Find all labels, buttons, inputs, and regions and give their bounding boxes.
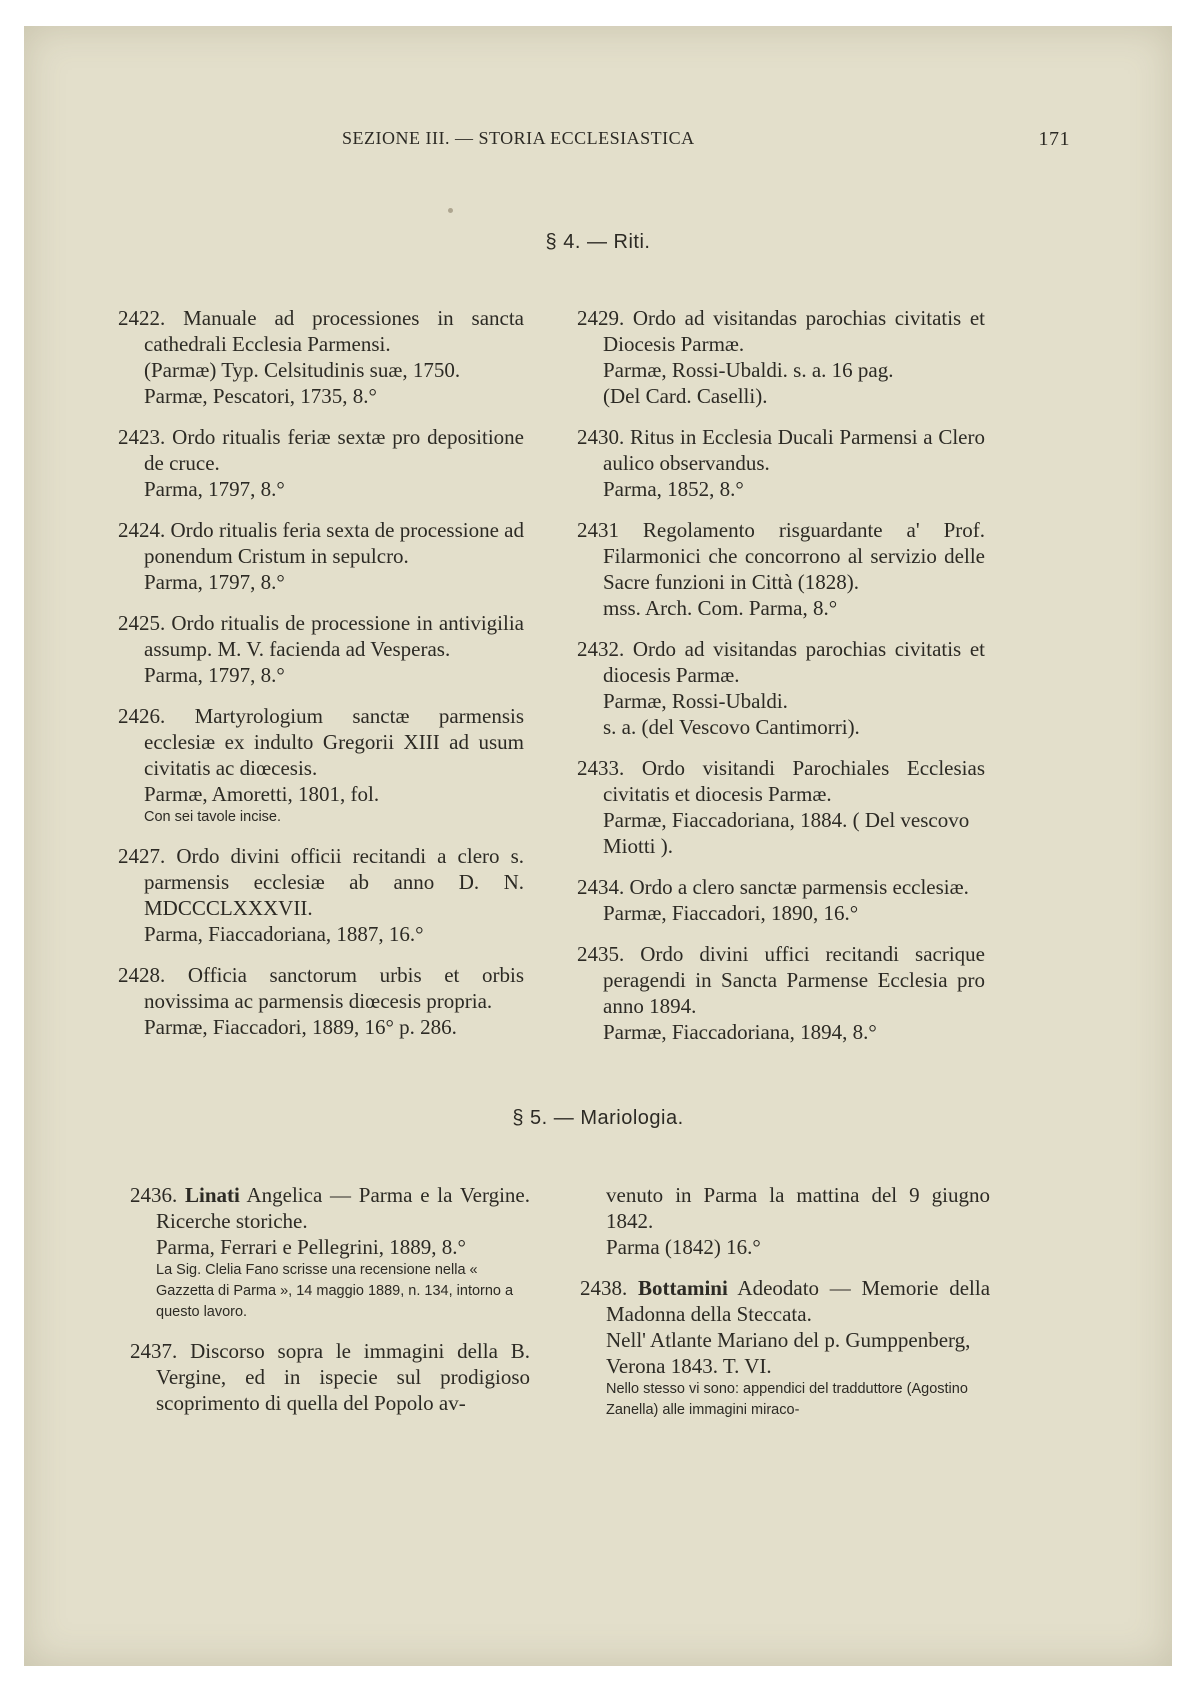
- catalog-entry: [577, 517, 985, 621]
- entry-title: 2435. Ordo divini uffici recitandi sacrique peragendi in Sancta Parmense Ecclesia pro anno 1894.: [577, 942, 985, 1018]
- entry-imprint: (Parmæ) Typ. Celsitudinis suæ, 1750.: [144, 358, 461, 382]
- entry-imprint: mss. Arch. Com. Parma, 8.°: [603, 596, 838, 620]
- entry-title: 2427. Ordo divini officii recitandi a clero s. parmensis ecclesiæ ab anno D. N. MDCCCLXXXVII.: [118, 844, 524, 920]
- entry-imprint: Nell' Atlante Mariano del p. Gumppenberg, Verona 1843. T. VI.: [606, 1328, 971, 1378]
- entry-title: 2424. Ordo ritualis feria sexta de processione ad ponendum Cristum in sepulcro.: [118, 518, 524, 568]
- entry-imprint: Parmæ, Fiaccadori, 1889, 16° p. 286.: [144, 1015, 457, 1039]
- catalog-entry: [577, 941, 985, 1045]
- entry-imprint: (Del Card. Caselli).: [603, 384, 768, 408]
- entry-title: [130, 1182, 530, 1234]
- catalog-entry: [118, 962, 524, 1040]
- entry-title: 2426. Martyrologium sanctæ parmensis ecclesiæ ex indulto Gregorii XIII ad usum civitatis ac diœcesis.: [118, 704, 524, 780]
- entry-note: Con sei tavole incise.: [144, 809, 282, 825]
- entry-author: Bottamini: [637, 1276, 728, 1300]
- entry-imprint: Parma (1842) 16.°: [606, 1235, 761, 1259]
- entry-imprint: s. a. (del Vescovo Cantimorri).: [603, 715, 860, 739]
- running-head-title: SEZIONE III. — STORIA ECCLESIASTICA: [342, 128, 695, 148]
- catalog-entry: [118, 305, 524, 409]
- catalog-entry: [130, 1338, 530, 1416]
- entry-title-text: Adeodato — Memorie della Madonna della Steccata.: [606, 1276, 991, 1326]
- catalog-entry: [580, 1182, 990, 1260]
- mariologia-left-column: [130, 1182, 530, 1431]
- catalog-entry: [577, 874, 985, 926]
- entry-title: 2432. Ordo ad visitandas parochias civitatis et diocesis Parmæ.: [577, 637, 985, 687]
- catalog-entry: [577, 636, 985, 740]
- entry-imprint: Parmæ, Fiaccadori, 1890, 16.°: [603, 901, 859, 925]
- entry-title: venuto in Parma la mattina del 9 giugno 1842.: [606, 1183, 990, 1233]
- entry-title: 2428. Officia sanctorum urbis et orbis novissima ac parmensis diœcesis propria.: [118, 963, 524, 1013]
- catalog-entry: [580, 1275, 990, 1421]
- entry-imprint: Parma, Ferrari e Pellegrini, 1889, 8.°: [156, 1235, 466, 1259]
- riti-left-column: [118, 305, 524, 1055]
- section-heading-mariologia: § 5. — Mariologia.: [512, 1107, 684, 1129]
- entry-imprint: Parma, 1797, 8.°: [144, 570, 285, 594]
- riti-right-column: [577, 305, 985, 1060]
- entry-imprint: Parma, 1797, 8.°: [144, 477, 285, 501]
- ink-spot: [448, 208, 453, 213]
- catalog-entry: [118, 610, 524, 688]
- entry-title: 2423. Ordo ritualis feriæ sextæ pro depositione de cruce.: [118, 425, 524, 475]
- section-heading-riti: § 4. — Riti.: [545, 231, 651, 253]
- entry-imprint: Parmæ, Fiaccadoriana, 1884. ( Del vescovo Miotti ).: [603, 808, 970, 858]
- entry-number: 2438.: [580, 1276, 628, 1300]
- entry-title-text: Angelica — Parma e la Vergine. Ricerche storiche.: [156, 1183, 530, 1233]
- entry-imprint: Parmæ, Fiaccadoriana, 1894, 8.°: [603, 1020, 877, 1044]
- entry-title: 2437. Discorso sopra le immagini della B. Vergine, ed in ispecie sul prodigioso scoprimento di quella del Popolo av-: [130, 1339, 530, 1415]
- catalog-entry: [130, 1182, 530, 1323]
- entry-note: Nello stesso vi sono: appendici del tradduttore (Agostino Zanella) alle immagini miraco-: [606, 1381, 968, 1418]
- entry-title: [580, 1275, 990, 1327]
- entry-imprint: Parmæ, Amoretti, 1801, fol.: [144, 782, 380, 806]
- page-number: 171: [1038, 128, 1070, 150]
- entry-number: 2436.: [130, 1183, 178, 1207]
- entry-title: 2422. Manuale ad processiones in sancta cathedrali Ecclesia Parmensi.: [118, 306, 524, 356]
- entry-title: 2434. Ordo a clero sanctæ parmensis ecclesiæ.: [577, 875, 969, 899]
- entry-title: 2425. Ordo ritualis de processione in antivigilia assump. M. V. facienda ad Vesperas.: [118, 611, 524, 661]
- mariologia-right-column: [580, 1182, 990, 1436]
- catalog-entry: [118, 843, 524, 947]
- catalog-entry: [118, 703, 524, 828]
- entry-title: 2429. Ordo ad visitandas parochias civitatis et Diocesis Parmæ.: [577, 306, 985, 356]
- entry-imprint: Parmæ, Rossi-Ubaldi. s. a. 16 pag.: [603, 358, 894, 382]
- catalog-entry: [577, 424, 985, 502]
- catalog-entry: [577, 755, 985, 859]
- entry-imprint: Parma, 1797, 8.°: [144, 663, 285, 687]
- catalog-entry: [577, 305, 985, 409]
- entry-imprint: Parmæ, Pescatori, 1735, 8.°: [144, 384, 377, 408]
- entry-title: 2430. Ritus in Ecclesia Ducali Parmensi a Clero aulico observandus.: [577, 425, 985, 475]
- entry-title: 2431 Regolamento risguardante a' Prof. Filarmonici che concorrono al servizio delle Sacre funzioni in Città (1828).: [577, 518, 985, 594]
- catalog-entry: [118, 424, 524, 502]
- entry-title: 2433. Ordo visitandi Parochiales Ecclesias civitatis et diocesis Parmæ.: [577, 756, 985, 806]
- entry-imprint: Parma, Fiaccadoriana, 1887, 16.°: [144, 922, 424, 946]
- catalog-entry: [118, 517, 524, 595]
- entry-imprint: Parmæ, Rossi-Ubaldi.: [603, 689, 788, 713]
- entry-author: Linati: [185, 1183, 240, 1207]
- entry-imprint: Parma, 1852, 8.°: [603, 477, 744, 501]
- entry-note: La Sig. Clelia Fano scrisse una recensione nella « Gazzetta di Parma », 14 maggio 1889, n. 134, intorno a questo lavoro.: [156, 1262, 514, 1320]
